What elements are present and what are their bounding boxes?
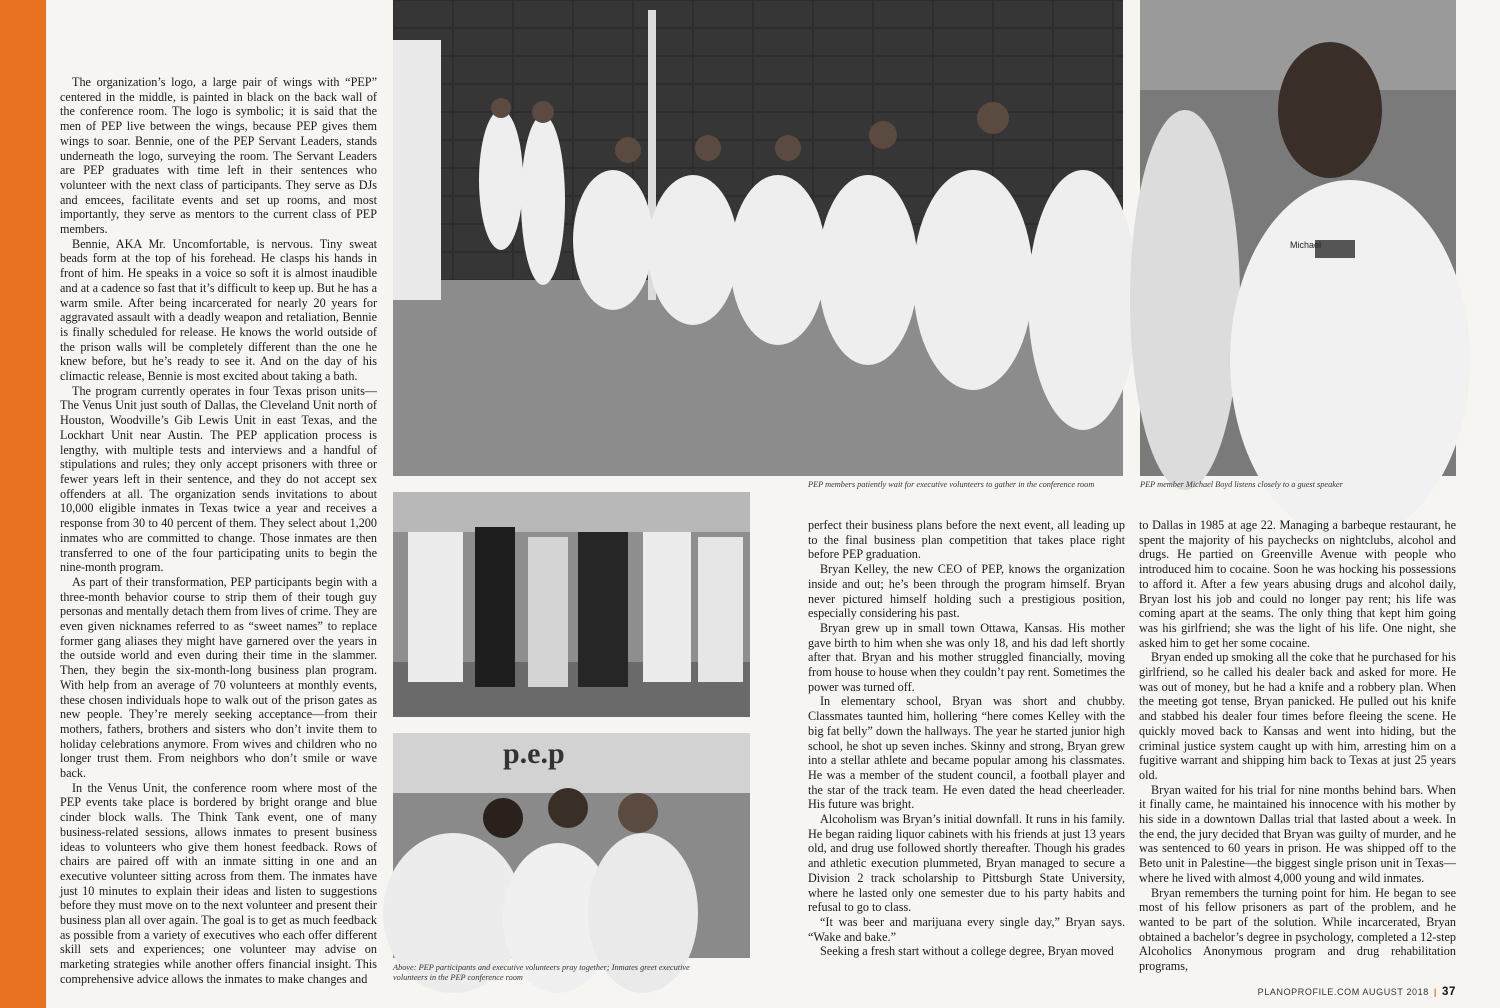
paragraph: Bryan ended up smoking all the coke that he purchased for his girlfriend, so he called his dealer back and asked for more. He was out of money, but he had a knife and a robbery plan. When the meeting got tense, Bryan panicked. He pulled out his knife and stabbed his dealer four times before fleeing the scene. He quickly moved back to Kansas and went into hiding, but the criminal justice system caught up with him, arresting him on a fugitive warrant and shipping him back to Texas at just 25 years old. [1139, 650, 1456, 782]
caption-lower-photos: Above: PEP participants and executive volunteers pray together; Inmates greet executive volunteers in the PEP conference room [393, 963, 690, 982]
paragraph: perfect their business plans before the next event, all leading up to the final business plan competition that takes place right before PEP graduation. [808, 518, 1125, 562]
paragraph: Bryan remembers the turning point for him. He began to see most of his fellow prisoners as part of the problem, and he wanted to be part of the solution. While incarcerated, Bryan obtained a bachelor’s degree in psychology, completed a 12-step Alcoholics Anonymous program and drug rehabilitation programs, [1139, 885, 1456, 974]
paragraph: Bryan waited for his trial for nine months behind bars. When it finally came, he maintained his innocence with his mother by his side in a downtown Dallas trial that lasted about a week. In the end, the jury decided that Bryan was guilty of murder, and he was sentenced to 60 years in prison. He was shipped off to the Beto unit in Palestine—the biggest single prison unit in Texas—where he lived with almost 4,000 young and wild inmates. [1139, 782, 1456, 885]
page-number: 37 [1442, 986, 1456, 998]
photo-seated-members [393, 0, 1123, 476]
photo-prayer-circle [393, 492, 750, 717]
caption-right-photo: PEP member Michael Boyd listens closely to a guest speaker [1140, 480, 1343, 489]
paragraph: Alcoholism was Bryan’s initial downfall. It runs in his family. He began raiding liquor cabinets with his friends at just 13 years old, and drug use followed shortly thereafter. Though his grades and athletic execution plummeted, Bryan managed to secure a Division 2 track scholarship to Pittsburgh State University, where he lasted only one semester due to his party habits and refusal to go to class. [808, 812, 1125, 915]
wall-logo-text: p.e.p [503, 737, 565, 770]
paragraph: Bennie, AKA Mr. Uncomfortable, is nervous. Tiny sweat beads form at the top of his forehead. He clasps his hands in front of him. He speaks in a voice so soft it is almost inaudible and at a cadence so fast that it’s difficult to keep up. But he has a warm smile. After being incarcerated for nearly 20 years for aggravated assault with a deadly weapon and retaliation, Bennie is finally scheduled for release. He knows the world outside of the prison walls will be completely different than the one he knew before, but he’s ready to see it. And on the day of his climactic release, Bennie is most excited about taking a bath. [60, 236, 377, 384]
caption-main-photo: PEP members patiently wait for executive volunteers to gather in the conference room [808, 480, 1095, 489]
paragraph: Bryan grew up in small town Ottawa, Kansas. His mother gave birth to him when she was only 18, and his dad left shortly after that. Bryan and his mother struggled financially, moving from house to house when they couldn’t pay rent. Sometimes the power was turned off. [808, 620, 1125, 694]
paragraph: to Dallas in 1985 at age 22. Managing a barbeque restaurant, he spent the majority of his paychecks on nightclubs, alcohol and drugs. He partied on Greenville Avenue with people who introduced him to cocaine. Soon he was hocking his possessions to afford it. After a few years abusing drugs and alcohol daily, Bryan lost his job and could no longer pay rent; his life was coming apart at the seams. The only thing that kept him going was his girlfriend; she was the light of his life. One night, she asked him to get her some cocaine. [1139, 518, 1456, 650]
paragraph: Bryan Kelley, the new CEO of PEP, knows the organization inside and out; he’s been through the program himself. Bryan never pictured himself holding such a prestigious position, especially considering his past. [808, 562, 1125, 621]
paragraph: “It was beer and marijuana every single day,” Bryan says. “Wake and bake.” [808, 914, 1125, 944]
page-folio [1258, 986, 1456, 998]
article-column-4 [1139, 518, 1456, 974]
paragraph: In the Venus Unit, the conference room where most of the PEP events take place is bordered by bright orange and blue cinder block walls. The Think Tank event, one of many business-related sessions, allows inmates to present business ideas to volunteers who give them honest feedback. Rows of chairs are paired off with an inmate sitting in one and an executive volunteer sitting across from them. The inmates have just 10 minutes to explain their ideas and listen to suggestions before they must move on to the next volunteer and present their business plan all over again. The goal is to get as much feedback as possible from a variety of executives who each offer different skill sets and experiences; one volunteer may advise on marketing strategies while another offers financial insight. This comprehensive advice allows the inmates to make changes and [60, 780, 377, 986]
paragraph: As part of their transformation, PEP participants begin with a three-month behavior course to strip them of their tough guy personas and mentally detach them from lives of crime. They are even given nicknames referred to as “sweet names” to replace former gang aliases they might have garnered over the years in the outside world and even during their time in the slammer. Then, they begin the six-month-long business plan program. With help from an average of 70 volunteers at monthly events, these chosen individuals hope to walk out of the prison gates as new people. They’re merely seeking acceptance—from their mothers, fathers, brothers and sisters who don’t invite them to holiday celebrations anymore. From wives and children who no longer trust them. From neighbors who don’t smile or wave back. [60, 574, 377, 781]
folio-issue: AUGUST 2018 [1362, 987, 1429, 997]
folio-site: PLANOPROFILE.COM [1257, 987, 1360, 997]
photo-inmates-greet [393, 733, 750, 958]
photo-michael-boyd [1140, 0, 1456, 476]
orange-accent-bar [0, 0, 46, 1008]
name-tag-text: Michael [1290, 240, 1322, 250]
paragraph: In elementary school, Bryan was short and chubby. Classmates taunted him, hollering “here comes Kelley with the big fat belly” down the hallways. The year he started junior high school, he shot up seven inches. Skinny and strong, Bryan grew into a stellar athlete and became popular among his classmates. He was a member of the student council, a football player and the star of the track team. He even dated the head cheerleader. His future was bright. [808, 694, 1125, 812]
folio-separator: | [1433, 987, 1437, 997]
article-column-1 [60, 75, 377, 986]
paragraph: The program currently operates in four Texas prison units—The Venus Unit just south of Dallas, the Cleveland Unit north of Houston, Woodville’s Gib Lewis Unit in east Texas, and the Lockhart Unit near Austin. The PEP application process is lengthy, with multiple tests and interviews and a handful of stipulations and rules; they only accept prisoners with three or fewer years left in their sentence, and they do not accept sex offenders at all. The organization sends invitations to about 10,000 eligible inmates in Texas twice a year and receives a response from 30 to 40 percent of them. They select about 1,200 inmates who are committed to change. Those inmates are then transferred to one of the four participating units to begin the nine-month program. [60, 383, 377, 575]
paragraph: Seeking a fresh start without a college degree, Bryan moved [820, 944, 1114, 959]
article-column-3 [808, 518, 1125, 968]
paragraph: The organization’s logo, a large pair of wings with “PEP” centered in the middle, is painted in black on the back wall of the conference room. The logo is symbolic; it is said that the men of PEP live between the wings, because PEP gives them wings to soar. Bennie, one of the PEP Servant Leaders, stands underneath the logo, surveying the room. The Servant Leaders are PEP graduates with time left in their sentences who volunteer with the next class of participants. They serve as DJs and emcees, facilitate events and set up rooms, and most importantly, they serve as mentors to the current class of PEP members. [60, 75, 377, 237]
